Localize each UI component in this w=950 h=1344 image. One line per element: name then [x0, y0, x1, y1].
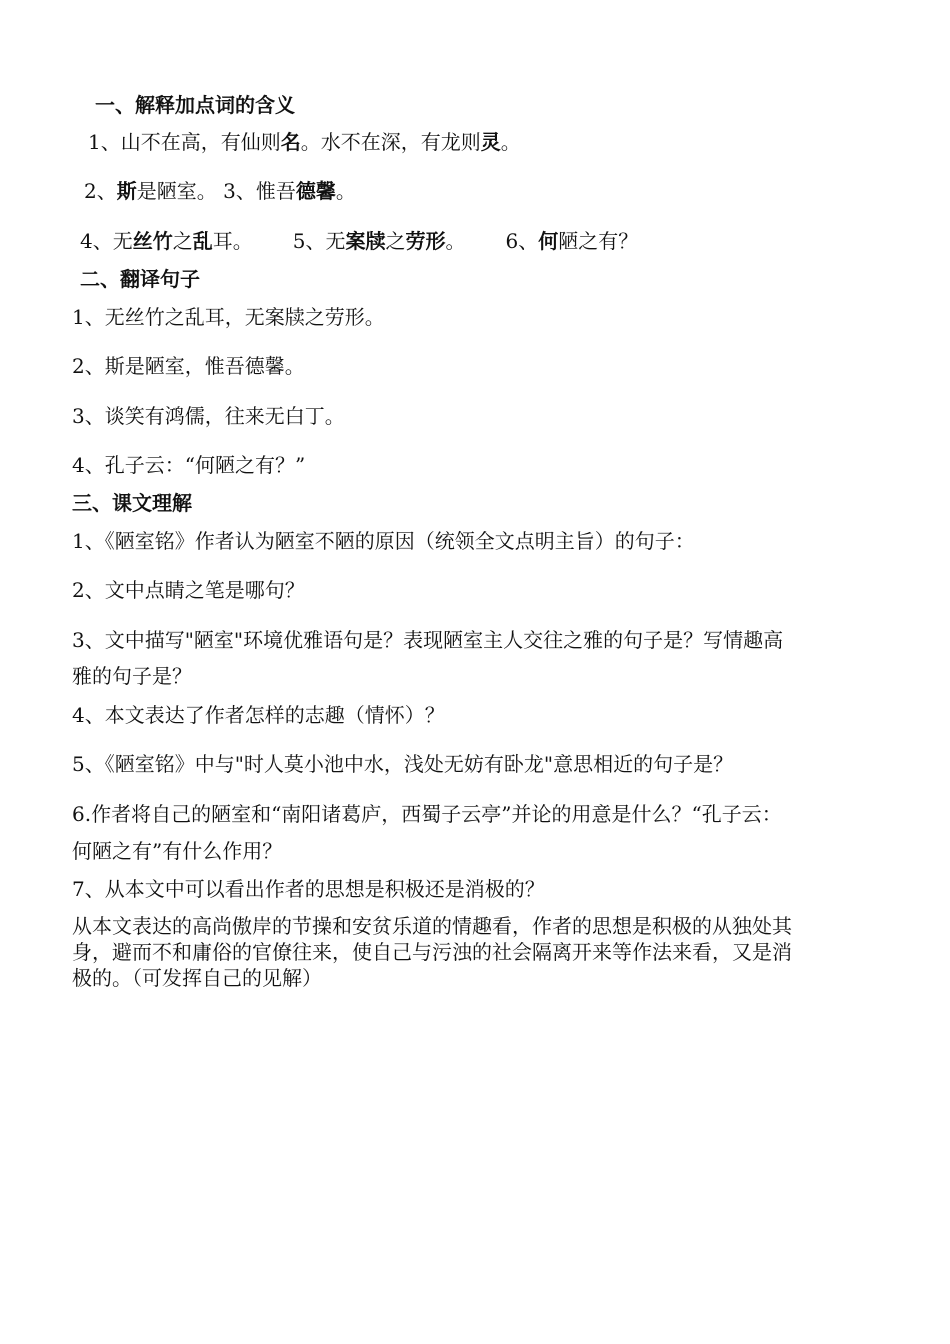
text: 2、: [84, 179, 117, 203]
text: 1、山不在高，有仙则: [88, 130, 281, 154]
question-5: 5、《陋室铭》中与"时人莫小池中水，浅处无妨有卧龙"意思相近的句子是？: [72, 752, 734, 776]
dotted-word: 名: [280, 130, 301, 154]
question-6-line2: 何陋之有”有什么作用？: [72, 839, 283, 863]
text: 耳。: [212, 229, 253, 253]
text: 6、: [505, 229, 539, 253]
question-1: 1、《陋室铭》作者认为陋室不陋的原因（统领全文点明主旨）的句子：: [72, 529, 695, 553]
section3-heading: 三、课文理解: [72, 491, 192, 515]
section1-line2: [84, 178, 356, 204]
question-6-line1: 6.作者将自己的陋室和“南阳诸葛庐，西蜀子云亭”并论的用意是什么？“孔子云：: [72, 802, 782, 826]
dotted-word: 案牍: [345, 229, 386, 253]
text: 5、无: [292, 229, 346, 253]
question-7: 7、从本文中可以看出作者的思想是积极还是消极的？: [72, 877, 545, 901]
dotted-word: 乱: [192, 229, 213, 253]
dotted-word: 丝竹: [132, 229, 173, 253]
text: 。水不在深，有龙则: [300, 130, 481, 154]
translate-item: 2、斯是陋室，惟吾德馨。: [72, 354, 305, 378]
dotted-word: 何: [538, 229, 559, 253]
text: 。: [335, 179, 356, 203]
dotted-word: 德馨: [295, 179, 336, 203]
translate-item: 3、谈笑有鸿儒，往来无白丁。: [72, 404, 345, 428]
answer-7-line1: 从本文表达的高尚傲岸的节操和安贫乐道的情趣看，作者的思想是积极的从独处其: [72, 914, 792, 938]
text: 之: [385, 229, 406, 253]
text: 陋之有？: [558, 229, 639, 253]
text: 4、无: [80, 229, 133, 253]
question-3-line2: 雅的句子是？: [72, 664, 192, 688]
dotted-word: 劳形: [405, 229, 446, 253]
answer-7-line2: 身，避而不和庸俗的官僚往来，使自己与污浊的社会隔离开来等作法来看，又是消: [72, 940, 792, 964]
translate-item: 1、无丝竹之乱耳，无案牍之劳形。: [72, 305, 385, 329]
section1-heading: 一、解释加点词的含义: [95, 93, 295, 117]
section1-line3: [80, 228, 638, 254]
text: 是陋室。 3、惟吾: [136, 179, 296, 203]
text: 。: [500, 130, 521, 154]
dotted-word: 斯: [116, 179, 137, 203]
question-3-line1: 3、文中描写"陋室"环境优雅语句是？表现陋室主人交往之雅的句子是？写情趣高: [72, 628, 784, 652]
text: 。: [445, 229, 466, 253]
question-2: 2、文中点睛之笔是哪句？: [72, 578, 305, 602]
section2-heading: 二、翻译句子: [80, 267, 200, 291]
question-4: 4、本文表达了作者怎样的志趣（情怀）？: [72, 703, 445, 727]
dotted-word: 灵: [480, 130, 501, 154]
section1-line1: [88, 129, 521, 155]
text: 之: [172, 229, 193, 253]
translate-item: 4、孔子云：“何陋之有？”: [72, 453, 306, 477]
answer-7-line3: 极的。（可发挥自己的见解）: [72, 966, 322, 990]
